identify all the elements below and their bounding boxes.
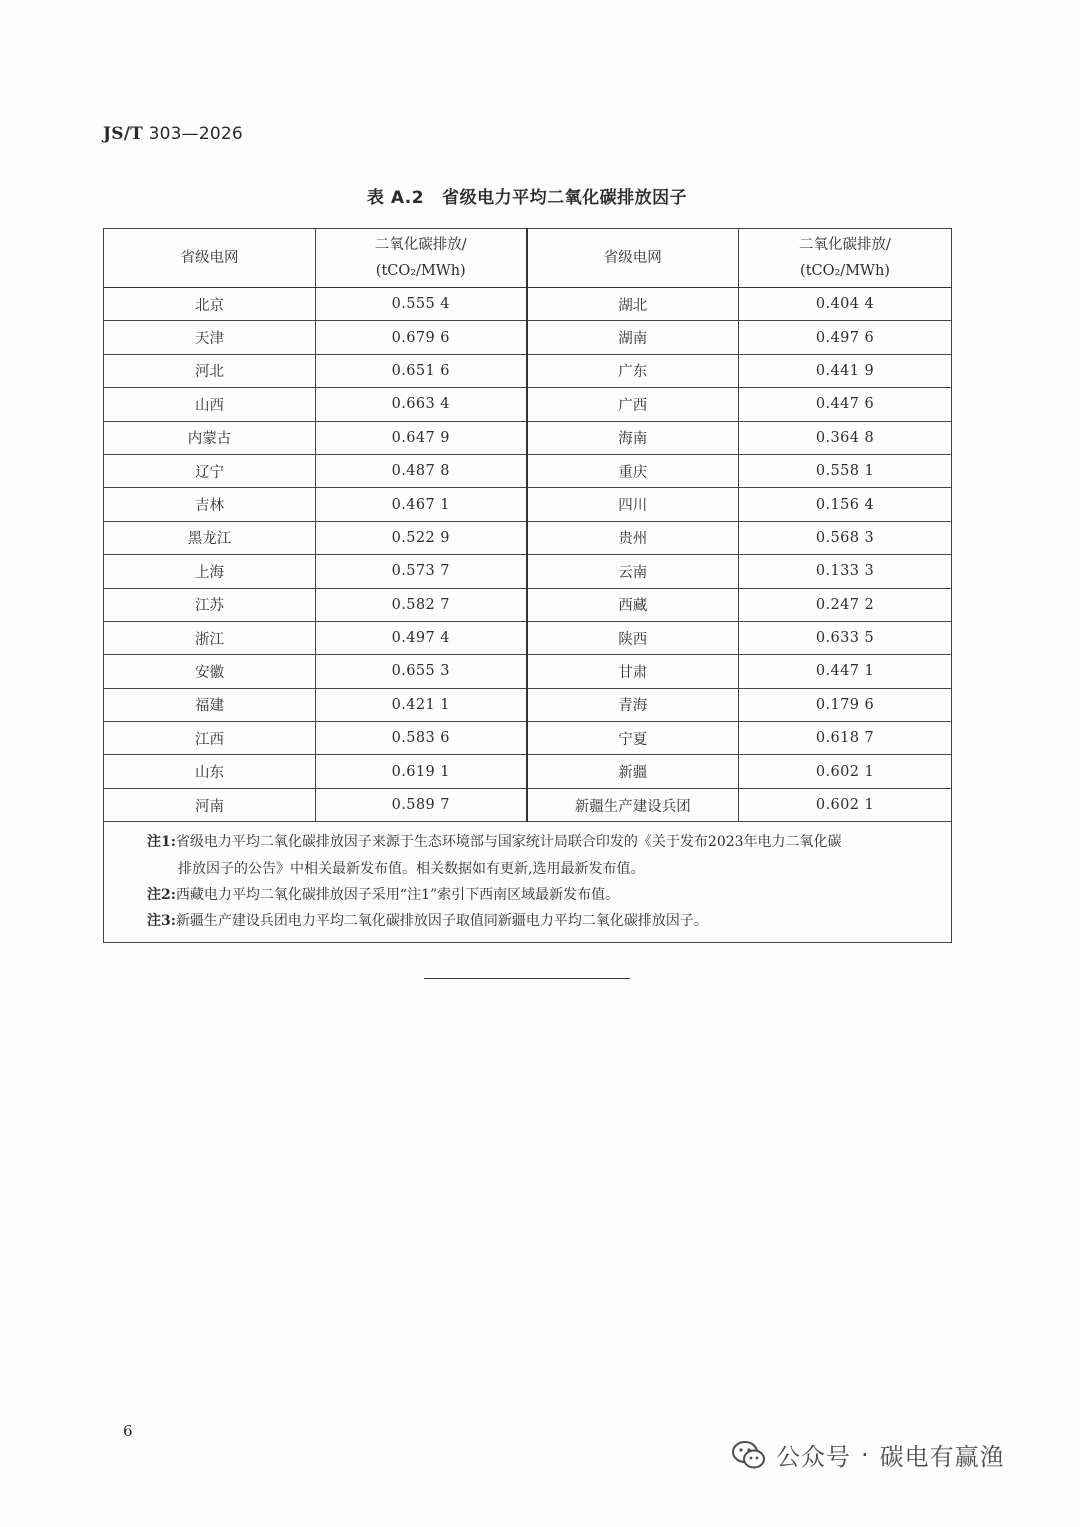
header-value-line1: 二氧化碳排放/ [374,237,467,253]
header-value-line1: 二氧化碳排放/ [799,237,891,253]
note-2 [147,882,941,908]
table-row [104,288,952,321]
factor-value-cell: 0.663 4 [316,388,527,421]
table-row [104,588,952,621]
table-row [104,722,952,755]
note-text: 新疆生产建设兵团电力平均二氧化碳排放因子取值同新疆电力平均二氧化碳排放因子。 [175,913,708,930]
grid-name-cell: 西藏 [527,588,739,621]
emission-factor-table [103,228,952,943]
factor-value-cell: 0.582 7 [316,588,527,621]
note-3 [147,908,941,934]
table-row [104,454,952,487]
grid-name-cell: 新疆 [527,755,739,788]
note-continuation: 排放因子的公告》中相关最新发布值。相关数据如有更新,选用最新发布值。 [178,860,645,877]
grid-name-cell: 福建 [104,688,316,721]
header-grid-left: 省级电网 [104,229,316,288]
header-value-right [739,229,952,288]
note-label: 注2: [147,886,176,903]
grid-name-cell: 青海 [527,688,739,721]
header-value-line2: (tCO₂/MWh) [375,263,466,279]
table-row [104,521,952,554]
factor-value-cell: 0.647 9 [316,421,527,454]
header-grid-right: 省级电网 [527,229,739,288]
table-title-text: 省级电力平均二氧化碳排放因子 [442,188,688,208]
grid-name-cell: 吉林 [104,488,316,521]
table-header-row [104,229,952,288]
note-label: 注3: [147,913,176,930]
factor-value-cell: 0.487 8 [316,454,527,487]
factor-value-cell: 0.497 4 [316,621,527,654]
note-1 [147,829,941,882]
table-number: 表 A.2 [366,188,425,208]
factor-value-cell: 0.619 1 [316,755,527,788]
table-row [104,421,952,454]
watermark-prefix: 公众号 [776,1443,851,1471]
grid-name-cell: 湖北 [527,288,739,321]
factor-value-cell: 0.421 1 [316,688,527,721]
grid-name-cell: 河南 [104,788,316,821]
grid-name-cell: 贵州 [527,521,739,554]
table-body [104,288,952,822]
grid-name-cell: 内蒙古 [104,421,316,454]
wechat-icon [732,1440,766,1470]
factor-value-cell: 0.558 1 [739,454,952,487]
grid-name-cell: 海南 [527,421,739,454]
factor-value-cell: 0.447 6 [739,388,952,421]
watermark-account: 碳电有赢渔 [879,1443,1005,1471]
factor-value-cell: 0.522 9 [316,521,527,554]
factor-value-cell: 0.679 6 [316,321,527,354]
note-label: 注1: [147,834,176,851]
notes-row [104,822,952,943]
note-text: 西藏电力平均二氧化碳排放因子采用“注1”索引下西南区域最新发布值。 [175,886,620,903]
table-row [104,621,952,654]
factor-value-cell: 0.633 5 [739,621,952,654]
grid-name-cell: 天津 [104,321,316,354]
standard-code-prefix: JS/T [103,124,143,144]
table-row [104,555,952,588]
notes-cell [104,822,952,943]
watermark-separator: · [861,1440,870,1469]
standard-code-number: 303—2026 [148,124,243,144]
standard-code [103,124,243,144]
factor-value-cell: 0.247 2 [739,588,952,621]
factor-value-cell: 0.651 6 [316,354,527,387]
page-number: 6 [123,1422,133,1440]
grid-name-cell: 上海 [104,555,316,588]
grid-name-cell: 安徽 [104,655,316,688]
header-value-line2: (tCO₂/MWh) [800,263,890,279]
factor-value-cell: 0.589 7 [316,788,527,821]
grid-name-cell: 四川 [527,488,739,521]
watermark [732,1437,1005,1472]
table-row [104,354,952,387]
grid-name-cell: 辽宁 [104,454,316,487]
factor-value-cell: 0.441 9 [739,354,952,387]
factor-value-cell: 0.133 3 [739,555,952,588]
factor-value-cell: 0.655 3 [316,655,527,688]
table-row [104,321,952,354]
factor-value-cell: 0.602 1 [739,755,952,788]
factor-value-cell: 0.618 7 [739,722,952,755]
factor-value-cell: 0.568 3 [739,521,952,554]
grid-name-cell: 广东 [527,354,739,387]
end-rule [424,978,630,979]
factor-value-cell: 0.404 4 [739,288,952,321]
factor-value-cell: 0.573 7 [316,555,527,588]
grid-name-cell: 陕西 [527,621,739,654]
factor-value-cell: 0.156 4 [739,488,952,521]
factor-value-cell: 0.555 4 [316,288,527,321]
header-value-left [316,229,527,288]
grid-name-cell: 湖南 [527,321,739,354]
factor-value-cell: 0.497 6 [739,321,952,354]
table-row [104,388,952,421]
note-text: 省级电力平均二氧化碳排放因子来源于生态环境部与国家统计局联合印发的《关于发布2023年电力二氧化碳 [175,834,842,851]
table-row [104,655,952,688]
factor-value-cell: 0.467 1 [316,488,527,521]
grid-name-cell: 北京 [104,288,316,321]
grid-name-cell: 浙江 [104,621,316,654]
grid-name-cell: 江西 [104,722,316,755]
factor-value-cell: 0.447 1 [739,655,952,688]
table-row [104,688,952,721]
factor-value-cell: 0.583 6 [316,722,527,755]
grid-name-cell: 山东 [104,755,316,788]
table-row [104,488,952,521]
table-title [0,183,1054,208]
grid-name-cell: 山西 [104,388,316,421]
grid-name-cell: 重庆 [527,454,739,487]
factor-value-cell: 0.179 6 [739,688,952,721]
grid-name-cell: 宁夏 [527,722,739,755]
grid-name-cell: 河北 [104,354,316,387]
table-row [104,788,952,821]
grid-name-cell: 江苏 [104,588,316,621]
grid-name-cell: 新疆生产建设兵团 [527,788,739,821]
grid-name-cell: 甘肃 [527,655,739,688]
grid-name-cell: 黑龙江 [104,521,316,554]
factor-value-cell: 0.364 8 [739,421,952,454]
grid-name-cell: 广西 [527,388,739,421]
factor-value-cell: 0.602 1 [739,788,952,821]
table-row [104,755,952,788]
grid-name-cell: 云南 [527,555,739,588]
